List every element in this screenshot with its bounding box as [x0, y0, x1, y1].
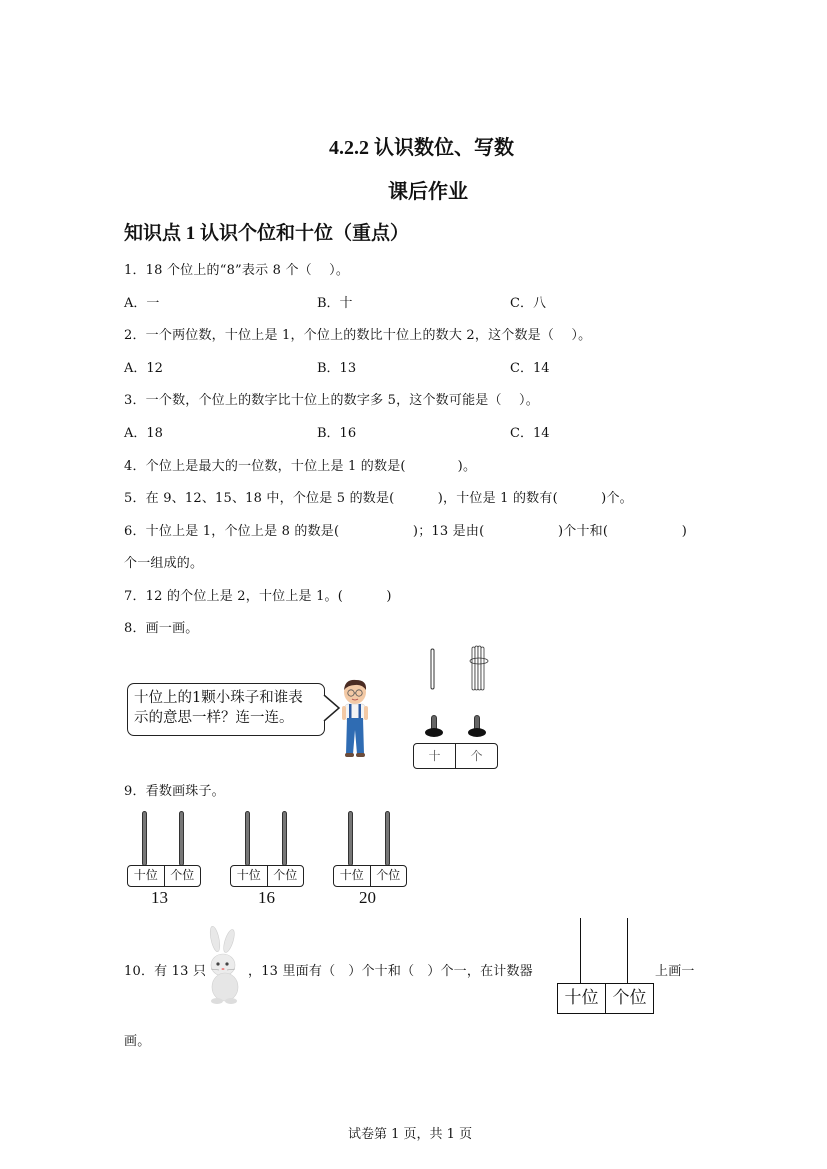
- ones-label: 个位: [267, 866, 304, 886]
- tens-label: 十位: [564, 988, 599, 1008]
- ones-rod: [282, 811, 287, 866]
- section-heading: 知识点 1 认识个位和十位（重点）: [124, 223, 410, 244]
- rabbit-icon: [203, 925, 247, 1005]
- question-10-part-b: ，13 里面有（ ）个十和（ ）个一，在计数器: [248, 964, 533, 979]
- q3-option-c[interactable]: C．14: [510, 426, 550, 441]
- tens-bead: [425, 728, 443, 737]
- ones-label: 个: [455, 744, 497, 768]
- tens-label: 十位: [133, 868, 158, 882]
- question-6-line-2: 个一组成的。: [124, 556, 204, 571]
- ones-bead: [468, 728, 486, 737]
- ones-label: 个位: [370, 866, 407, 886]
- question-10-part-a: 10．有 13 只: [124, 964, 207, 979]
- q1-option-b[interactable]: B．十: [317, 296, 353, 311]
- q2-option-b[interactable]: B．13: [317, 361, 357, 376]
- bubble-line-2: 示的意思一样？连一连。: [134, 710, 294, 726]
- question-6-line-1: 6．十位上是 1，个位上是 8 的数是( )；13 是由( )个十和( ): [124, 524, 688, 539]
- ones-label: 个位: [164, 866, 201, 886]
- q1-option-a[interactable]: A．一: [124, 296, 160, 311]
- tens-label: 十: [428, 749, 441, 763]
- q3-option-a[interactable]: A．18: [124, 426, 163, 441]
- q9-abacus-20: [333, 811, 407, 911]
- abacus-number: 16: [258, 888, 275, 907]
- speech-bubble: [127, 683, 327, 736]
- question-4: 4．个位上是最大的一位数，十位上是 1 的数是( )。: [124, 459, 477, 474]
- question-3: 3．一个数，个位上的数字比十位上的数字多 5，这个数可能是（ ）。: [124, 393, 539, 408]
- tens-label: 十位: [236, 868, 261, 882]
- ones-rod: [627, 918, 628, 983]
- q2-option-c[interactable]: C．14: [510, 361, 550, 376]
- page-footer: 试卷第 1 页，共 1 页: [348, 1127, 473, 1142]
- q9-abacus-16: [230, 811, 304, 911]
- ones-rod: [179, 811, 184, 866]
- q10-counter: [557, 918, 654, 1014]
- page-subtitle: 课后作业: [388, 181, 468, 203]
- tens-rod: [348, 811, 353, 866]
- tens-rod: [580, 918, 581, 983]
- tens-rod: [142, 811, 147, 866]
- boy-character-icon: [335, 678, 375, 760]
- question-2: 2．一个两位数，十位上是 1，个位上的数比十位上的数大 2，这个数是（ ）。: [124, 328, 592, 343]
- abacus-number: 20: [359, 888, 376, 907]
- stick-bundle-icon: [466, 645, 492, 693]
- tens-label: 十位: [339, 868, 364, 882]
- question-1: 1．18 个位上的“8”表示 8 个（ ）。: [124, 263, 350, 278]
- question-9: 9．看数画珠子。: [124, 784, 225, 799]
- bubble-line-1: 十位上的1颗小珠子和谁表: [134, 690, 303, 706]
- ones-label: 个位: [605, 984, 653, 1013]
- question-5: 5．在 9、12、15、18 中，个位是 5 的数是( )，十位是 1 的数有( )个。: [124, 491, 633, 506]
- question-10-part-c: 上画一: [655, 964, 695, 979]
- q8-abacus: [413, 715, 498, 769]
- q3-option-b[interactable]: B．16: [317, 426, 357, 441]
- single-stick-icon: [428, 648, 438, 690]
- q2-option-a[interactable]: A．12: [124, 361, 163, 376]
- question-10-part-d: 画。: [124, 1034, 151, 1049]
- tens-rod: [245, 811, 250, 866]
- ones-rod: [385, 811, 390, 866]
- q1-option-c[interactable]: C．八: [510, 296, 546, 311]
- question-7: 7．12 的个位上是 2，十位上是 1。( ): [124, 589, 392, 604]
- q9-abacus-13: [127, 811, 201, 911]
- abacus-number: 13: [151, 888, 168, 907]
- page-title: 4.2.2 认识数位、写数: [329, 137, 514, 159]
- question-8: 8．画一画。: [124, 621, 199, 636]
